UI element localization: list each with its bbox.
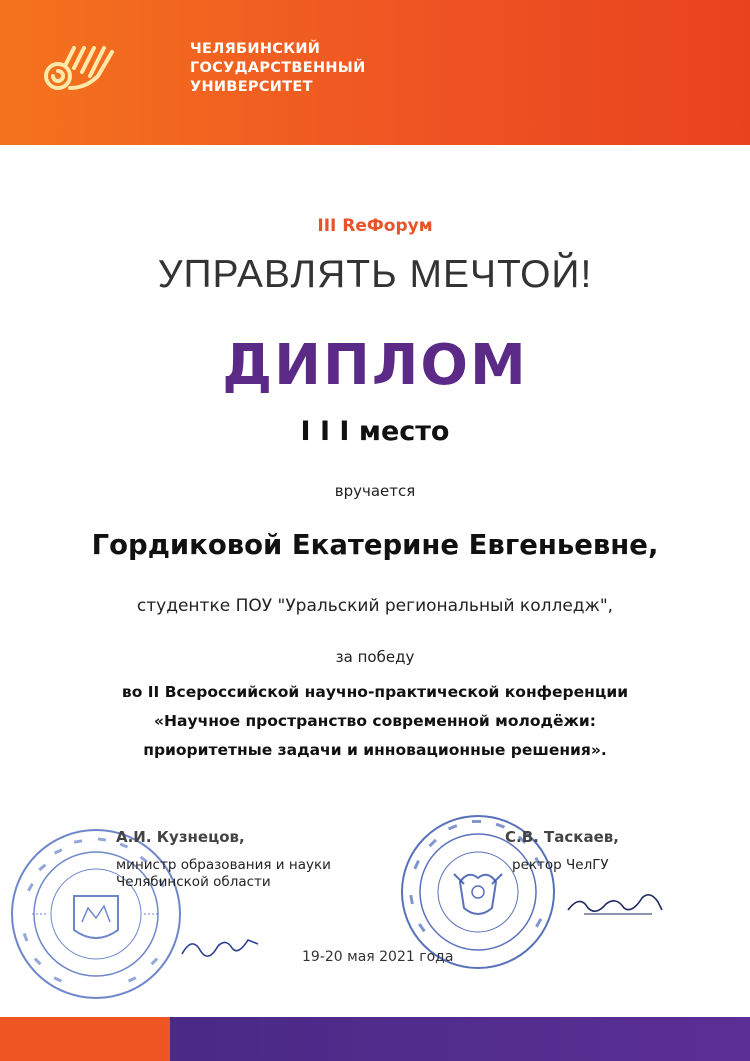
- recipient-name: Гордиковой Екатерине Евгеньевне,: [91, 529, 659, 561]
- position-line: ректор ЧелГУ: [512, 857, 609, 873]
- rector-signature-icon: [562, 880, 666, 924]
- minister-signature-icon: [178, 926, 262, 966]
- conference-line: приоритетные задачи и инновационные решения».: [143, 741, 607, 759]
- event-slogan: УПРАВЛЯТЬ МЕЧТОЙ!: [157, 253, 593, 296]
- place-award: I I I место: [300, 416, 450, 447]
- position-line: министр образования и науки: [116, 857, 331, 873]
- header-banner: [0, 0, 750, 145]
- conference-name: [0, 678, 750, 765]
- university-shell-logo-icon: [36, 42, 116, 98]
- university-name: [190, 40, 366, 97]
- university-name-line: УНИВЕРСИТЕТ: [190, 79, 313, 95]
- diploma-title: ДИПЛОМ: [222, 333, 528, 398]
- for-victory-text: за победу: [335, 648, 415, 666]
- ministry-stamp-icon: [8, 826, 184, 1002]
- left-signatory-position: [116, 857, 331, 891]
- right-signatory-position: [512, 857, 609, 874]
- footer-orange-stripe: [0, 1017, 170, 1061]
- position-line: Челябинской области: [116, 874, 271, 890]
- conference-line: «Научное пространство современной молодёжи:: [154, 712, 596, 730]
- university-name-line: ГОСУДАРСТВЕННЫЙ: [190, 60, 366, 76]
- left-signatory-name: А.И. Кузнецов,: [116, 828, 245, 846]
- footer-purple-stripe: [170, 1017, 750, 1061]
- conference-line: во II Всероссийской научно-практической конференции: [121, 683, 629, 701]
- event-date: 19-20 мая 2021 года: [302, 949, 454, 965]
- footer-band: [0, 1017, 750, 1061]
- university-name-line: ЧЕЛЯБИНСКИЙ: [190, 41, 321, 57]
- recipient-description: студентке ПОУ "Уральский региональный колледж",: [136, 596, 614, 616]
- right-signatory-name: С.В. Таскаев,: [505, 828, 619, 846]
- forum-title: III ReФорум: [317, 216, 433, 236]
- awarded-text: вручается: [334, 482, 416, 500]
